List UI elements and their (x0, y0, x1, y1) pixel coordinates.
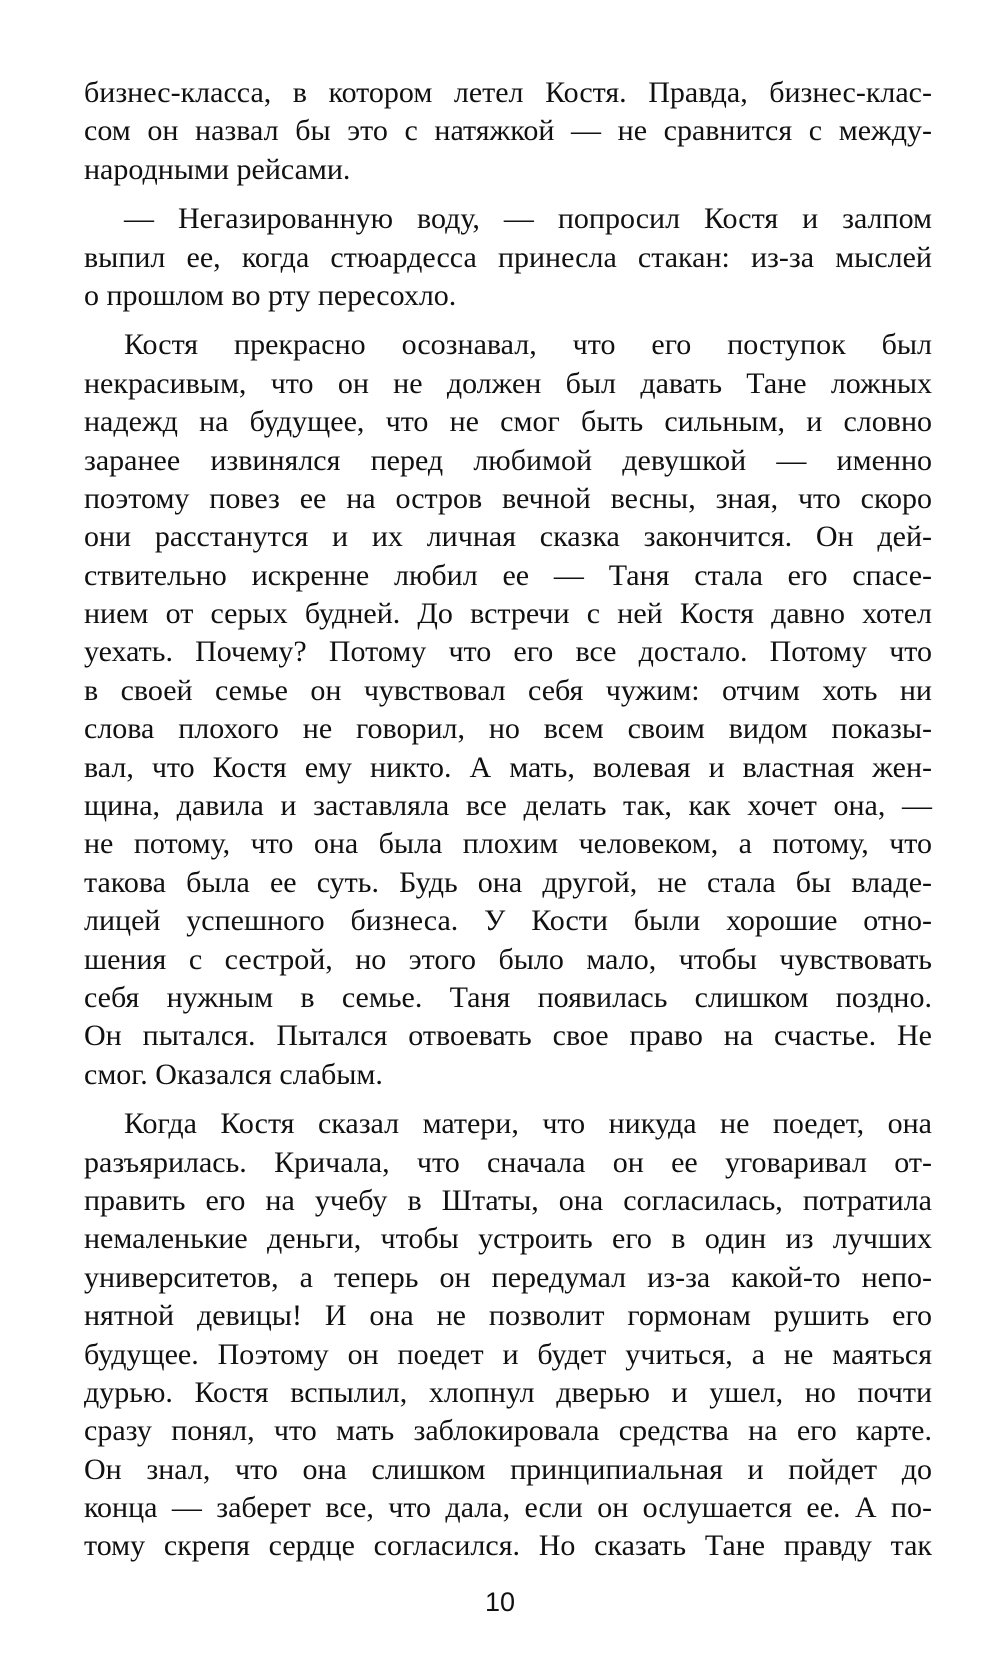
page-number: 10 (484, 1587, 516, 1617)
text-line: университетов, а теперь он передумал из-за какой-то непо- (84, 1260, 932, 1294)
text-line: некрасивым, что он не должен был давать Тане ложных (84, 366, 932, 400)
text-line: тому скрепя сердце согласился. Но сказать Тане правду так (84, 1529, 932, 1563)
text-line: — Негазированную воду, — попросил Костя и залпом (124, 202, 932, 236)
paragraph (84, 200, 932, 315)
text-line: дурью. Костя вспылил, хлопнул дверью и ушел, но почти (84, 1375, 932, 1409)
text-line: сом он назвал бы это с натяжкой — не сравнится с между- (84, 114, 932, 148)
text-line: щина, давила и заставляла все делать так, как хочет она, — (84, 789, 932, 823)
paragraph (84, 74, 932, 189)
text-line: заранее извинялся перед любимой девушкой — именно (84, 443, 932, 477)
text-line: Костя прекрасно осознавал, что его поступок был (124, 328, 932, 362)
text-line: лицей успешного бизнеса. У Кости были хорошие отно- (84, 904, 932, 938)
text-line: Он знал, что она слишком принципиальная и пойдет до (84, 1452, 932, 1486)
text-line: бизнес-класса, в котором летел Костя. Правда, бизнес-клас- (84, 76, 932, 109)
text-line: шения с сестрой, но этого было мало, чтобы чувствовать (84, 942, 932, 976)
text-line: ствительно искренне любил ее — Таня стала его спасе- (84, 558, 932, 592)
text-line: такова была ее суть. Будь она другой, не стала бы владе- (84, 865, 932, 899)
body-text (84, 74, 932, 1566)
text-line: выпил ее, когда стюардесса принесла стакан: из-за мыслей (84, 240, 932, 274)
text-line: слова плохого не говорил, но всем своим видом показы- (84, 712, 932, 746)
text-line: надежд на будущее, что не смог быть сильным, и словно (84, 405, 932, 439)
text-line: Когда Костя сказал матери, что никуда не поедет, она (124, 1107, 932, 1141)
text-line: нием от серых будней. До встречи с ней Костя давно хотел (84, 597, 932, 631)
paragraph (84, 1105, 932, 1566)
text-line: Он пытался. Пытался отвоевать свое право на счастье. Не (84, 1019, 932, 1053)
text-line: себя нужным в семье. Таня появилась слишком поздно. (84, 980, 932, 1014)
text-line: о прошлом во рту пересохло. (84, 278, 457, 312)
text-line: вал, что Костя ему никто. А мать, волевая и властная жен- (84, 750, 932, 784)
text-line: нятной девицы! И она не позволит гормонам рушить его (84, 1299, 932, 1333)
text-line: немаленькие деньги, чтобы устроить его в один из лучших (84, 1222, 932, 1256)
text-line: не потому, что она была плохим человеком, а потому, что (84, 827, 932, 861)
text-line: в своей семье он чувствовал себя чужим: отчим хоть ни (84, 673, 932, 707)
text-line: они расстанутся и их личная сказка закончится. Он дей- (84, 520, 932, 554)
text-line: разъярилась. Кричала, что сначала он ее уговаривал от- (84, 1145, 932, 1179)
text-line: уехать. Почему? Потому что его все достало. Потому что (84, 635, 932, 669)
text-line: конца — заберет все, что дала, если он ослушается ее. А по- (84, 1491, 932, 1525)
paragraph (84, 326, 932, 1094)
text-line: смог. Оказался слабым. (84, 1057, 383, 1091)
text-line: народными рейсами. (84, 152, 351, 186)
text-line: сразу понял, что мать заблокировала средства на его карте. (84, 1414, 932, 1448)
text-line: будущее. Поэтому он поедет и будет учиться, а не маяться (84, 1337, 932, 1371)
text-line: поэтому повез ее на остров вечной весны, зная, что скоро (84, 481, 932, 515)
text-line: править его на учебу в Штаты, она согласилась, потратила (84, 1183, 932, 1217)
